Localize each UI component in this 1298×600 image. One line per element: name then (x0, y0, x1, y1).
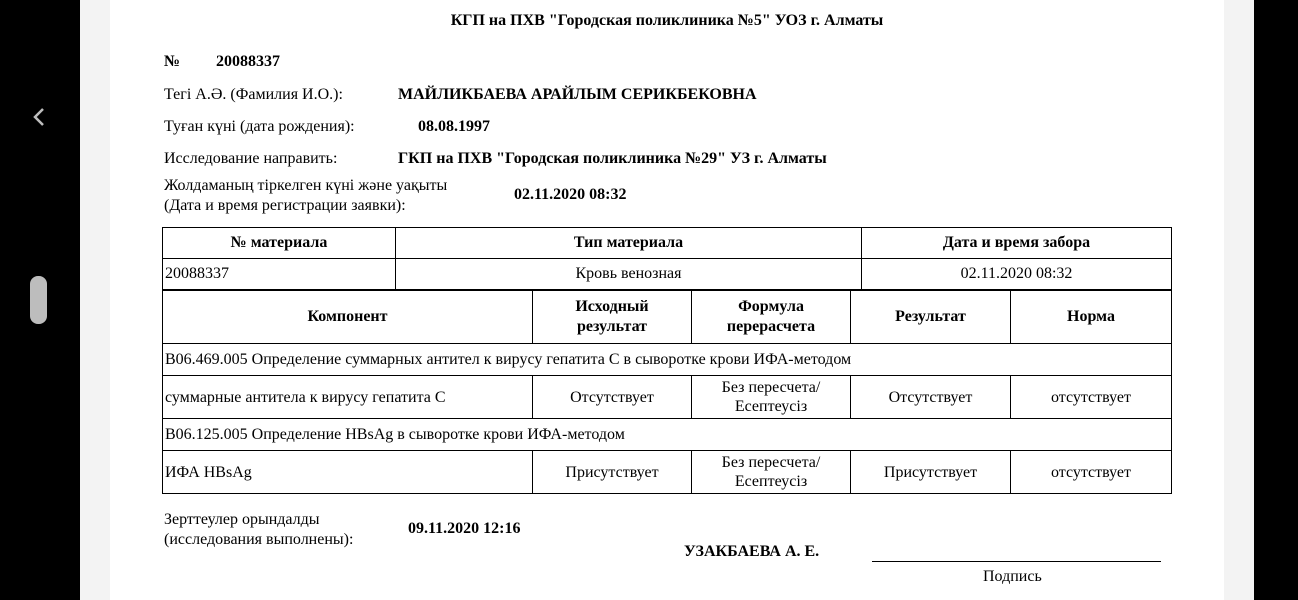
result-value: Отсутствует (851, 376, 1011, 419)
initial-result: Отсутствует (533, 376, 692, 419)
chevron-left-icon (32, 106, 46, 128)
formula-line2: Есептеусіз (734, 398, 808, 415)
formula-cell (692, 451, 851, 494)
initial-result-header-line2: результат (576, 318, 648, 335)
initial-result: Присутствует (533, 451, 692, 494)
material-type: Кровь венозная (396, 259, 862, 290)
results-table (162, 290, 1172, 494)
material-number: 20088337 (163, 259, 396, 290)
result-header: Результат (851, 291, 1011, 344)
performed-label-line2: (исследования выполнены): (164, 531, 354, 548)
registration-label (164, 176, 504, 216)
direction-label: Исследование направить: (164, 150, 338, 167)
direction-value: ГКП на ПХВ "Городская поликлиника №29" УЗ г. Алматы (398, 150, 827, 167)
section-row (163, 419, 1172, 451)
result-value: Присутствует (851, 451, 1011, 494)
formula-line2: Есептеусіз (734, 473, 808, 490)
registration-label-line1: Жолдаманың тіркелген күні және уақыты (164, 177, 448, 194)
results-header-row (163, 291, 1172, 344)
document-page (110, 0, 1224, 600)
norm-value: отсутствует (1011, 376, 1172, 419)
registration-label-line2: (Дата и время регистрации заявки): (164, 197, 406, 214)
number-value: 20088337 (216, 53, 280, 70)
formula-cell (692, 376, 851, 419)
initial-result-header (533, 291, 692, 344)
norm-header: Норма (1011, 291, 1172, 344)
signature-line (872, 561, 1161, 562)
material-table (162, 227, 1172, 290)
right-panel (1254, 0, 1298, 600)
material-header-row (163, 228, 1172, 259)
scroll-handle[interactable] (30, 276, 47, 324)
back-button[interactable] (26, 104, 52, 130)
material-row (163, 259, 1172, 290)
doctor-name: УЗАКБАЕВА А. Е. (684, 543, 820, 560)
section-title: B06.125.005 Определение HBsAg в сыворотке крови ИФА-методом (163, 419, 1172, 451)
material-number-header: № материала (163, 228, 396, 259)
material-date: 02.11.2020 08:32 (862, 259, 1172, 290)
material-type-header: Тип материала (396, 228, 862, 259)
material-date-header: Дата и время забора (862, 228, 1172, 259)
patient-label: Тегі А.Ә. (Фамилия И.О.): (164, 86, 343, 103)
section-title: B06.469.005 Определение суммарных антител к вирусу гепатита С в сыворотке крови ИФА-методом (163, 344, 1172, 376)
performed-label-line1: Зерттеулер орындалды (164, 511, 320, 528)
component-name: ИФА HBsAg (163, 451, 533, 494)
component-header: Компонент (163, 291, 533, 344)
formula-line1: Без пересчета/ (721, 379, 821, 396)
formula-header-line2: перерасчета (726, 318, 816, 335)
dob-label: Туған күні (дата рождения): (164, 118, 355, 135)
component-name: суммарные антитела к вирусу гепатита С (163, 376, 533, 419)
page-margin-left (80, 0, 110, 600)
formula-header-line1: Формула (738, 298, 804, 315)
result-row (163, 451, 1172, 494)
section-row (163, 344, 1172, 376)
page-margin-right (1224, 0, 1254, 600)
registration-value: 02.11.2020 08:32 (514, 186, 627, 203)
signature-label: Подпись (983, 568, 1042, 585)
left-panel (0, 0, 80, 600)
formula-line1: Без пересчета/ (721, 454, 821, 471)
patient-value: МАЙЛИКБАЕВА АРАЙЛЫМ СЕРИКБЕКОВНА (398, 86, 757, 103)
result-row (163, 376, 1172, 419)
performed-value: 09.11.2020 12:16 (408, 520, 521, 537)
dob-value: 08.08.1997 (418, 118, 490, 135)
document-header: КГП на ПХВ "Городская поликлиника №5" УОЗ г. Алматы (450, 12, 884, 29)
formula-header (692, 291, 851, 344)
norm-value: отсутствует (1011, 451, 1172, 494)
initial-result-header-line1: Исходный (575, 298, 649, 315)
number-label: № (164, 53, 181, 70)
